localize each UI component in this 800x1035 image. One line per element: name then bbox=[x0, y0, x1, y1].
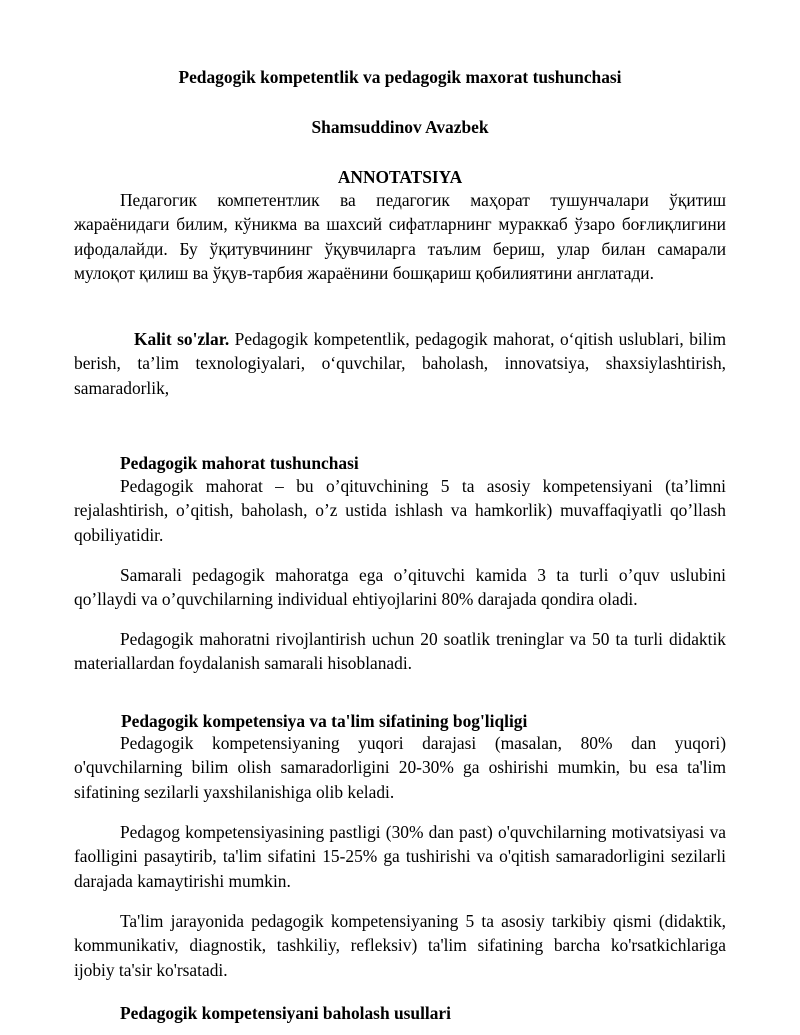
section2-paragraph bbox=[74, 909, 726, 982]
document-title: Pedagogik kompetentlik va pedagogik maxorat tushunchasi bbox=[178, 67, 622, 87]
section-heading-kompetensiya: Pedagogik kompetensiya va ta'lim sifatining bog'liqligi bbox=[121, 711, 528, 731]
paragraph-text: Pedagogik kompetensiyaning yuqori darajasi (masalan, 80% dan yuqori) o'quvchilarning bilim olish samaradorligini 20-30% ga oshirishi mumkin, bu esa ta'lim sifatining sezilarli yaxshilanishiga olib keladi. bbox=[74, 733, 726, 802]
section2-paragraph bbox=[74, 820, 726, 893]
paragraph-text: Samarali pedagogik mahoratga ega o’qituvchi kamida 3 ta turli o’quv uslubini qo’llaydi va o’quvchilarning individual ehtiyojlarini 80% darajada qondira oladi. bbox=[74, 565, 726, 610]
section2-paragraph bbox=[74, 731, 726, 804]
keywords-label: Kalit so'zlar. bbox=[134, 329, 230, 349]
paragraph-text: Pedagog kompetensiyasining pastligi (30% dan past) o'quvchilarning motivatsiyasi va faolligini pasaytirib, ta'lim sifatini 15-25% ga tushirishi va o'qitish samaradorligini sezilarli darajada kamaytirishi mumkin. bbox=[74, 822, 726, 891]
paragraph-text: Pedagogik mahoratni rivojlantirish uchun 20 soatlik treninglar va 50 ta turli didaktik materiallardan foydalanish samarali hisoblanadi. bbox=[74, 629, 726, 674]
annotation-text: Педагогик компетентлик ва педагогик маҳорат тушунчалари ўқитиш жараёнидаги билим, кўникма ва шахсий сифатларнинг мураккаб ўзаро боғлиқлигини ифодалайди. Бу ўқитувчининг ўқувчиларга таълим бериш, улар билан самарали мулоқот қилиш ва ўқув-тарбия жараёнини бошқариш қобилиятини англатади. bbox=[74, 190, 726, 283]
section1-paragraph bbox=[74, 563, 726, 612]
annotation-heading: ANNOTATSIYA bbox=[337, 167, 463, 187]
keywords-text: Pedagogik kompetentlik, pedagogik mahorat, o‘qitish uslublari, bilim berish, ta’lim texnologiyalari, o‘quvchilar, baholash, innovatsiya, shaxsiylashtirish, samaradorlik, bbox=[74, 329, 726, 398]
section-heading-baholash: Pedagogik kompetensiyani baholash usullari bbox=[120, 1003, 451, 1023]
keywords-paragraph bbox=[74, 327, 726, 400]
section1-paragraph bbox=[74, 474, 726, 547]
annotation-paragraph bbox=[74, 188, 726, 285]
section-heading-mahorat: Pedagogik mahorat tushunchasi bbox=[120, 453, 359, 473]
paragraph-text: Pedagogik mahorat – bu o’qituvchining 5 ta asosiy kompetensiyani (ta’limni rejalashtirish, o’qitish, baholash, o’z ustida ishlash va hamkorlik) muvaffaqiyatli qo’llash qobiliyatidir. bbox=[74, 476, 726, 545]
section1-paragraph bbox=[74, 627, 726, 676]
author-name: Shamsuddinov Avazbek bbox=[311, 117, 489, 137]
paragraph-text: Ta'lim jarayonida pedagogik kompetensiyaning 5 ta asosiy tarkibiy qismi (didaktik, kommunikativ, diagnostik, tashkiliy, refleksiv) ta'lim sifatining barcha ko'rsatkichlariga ijobiy ta'sir ko'rsatadi. bbox=[74, 911, 726, 980]
